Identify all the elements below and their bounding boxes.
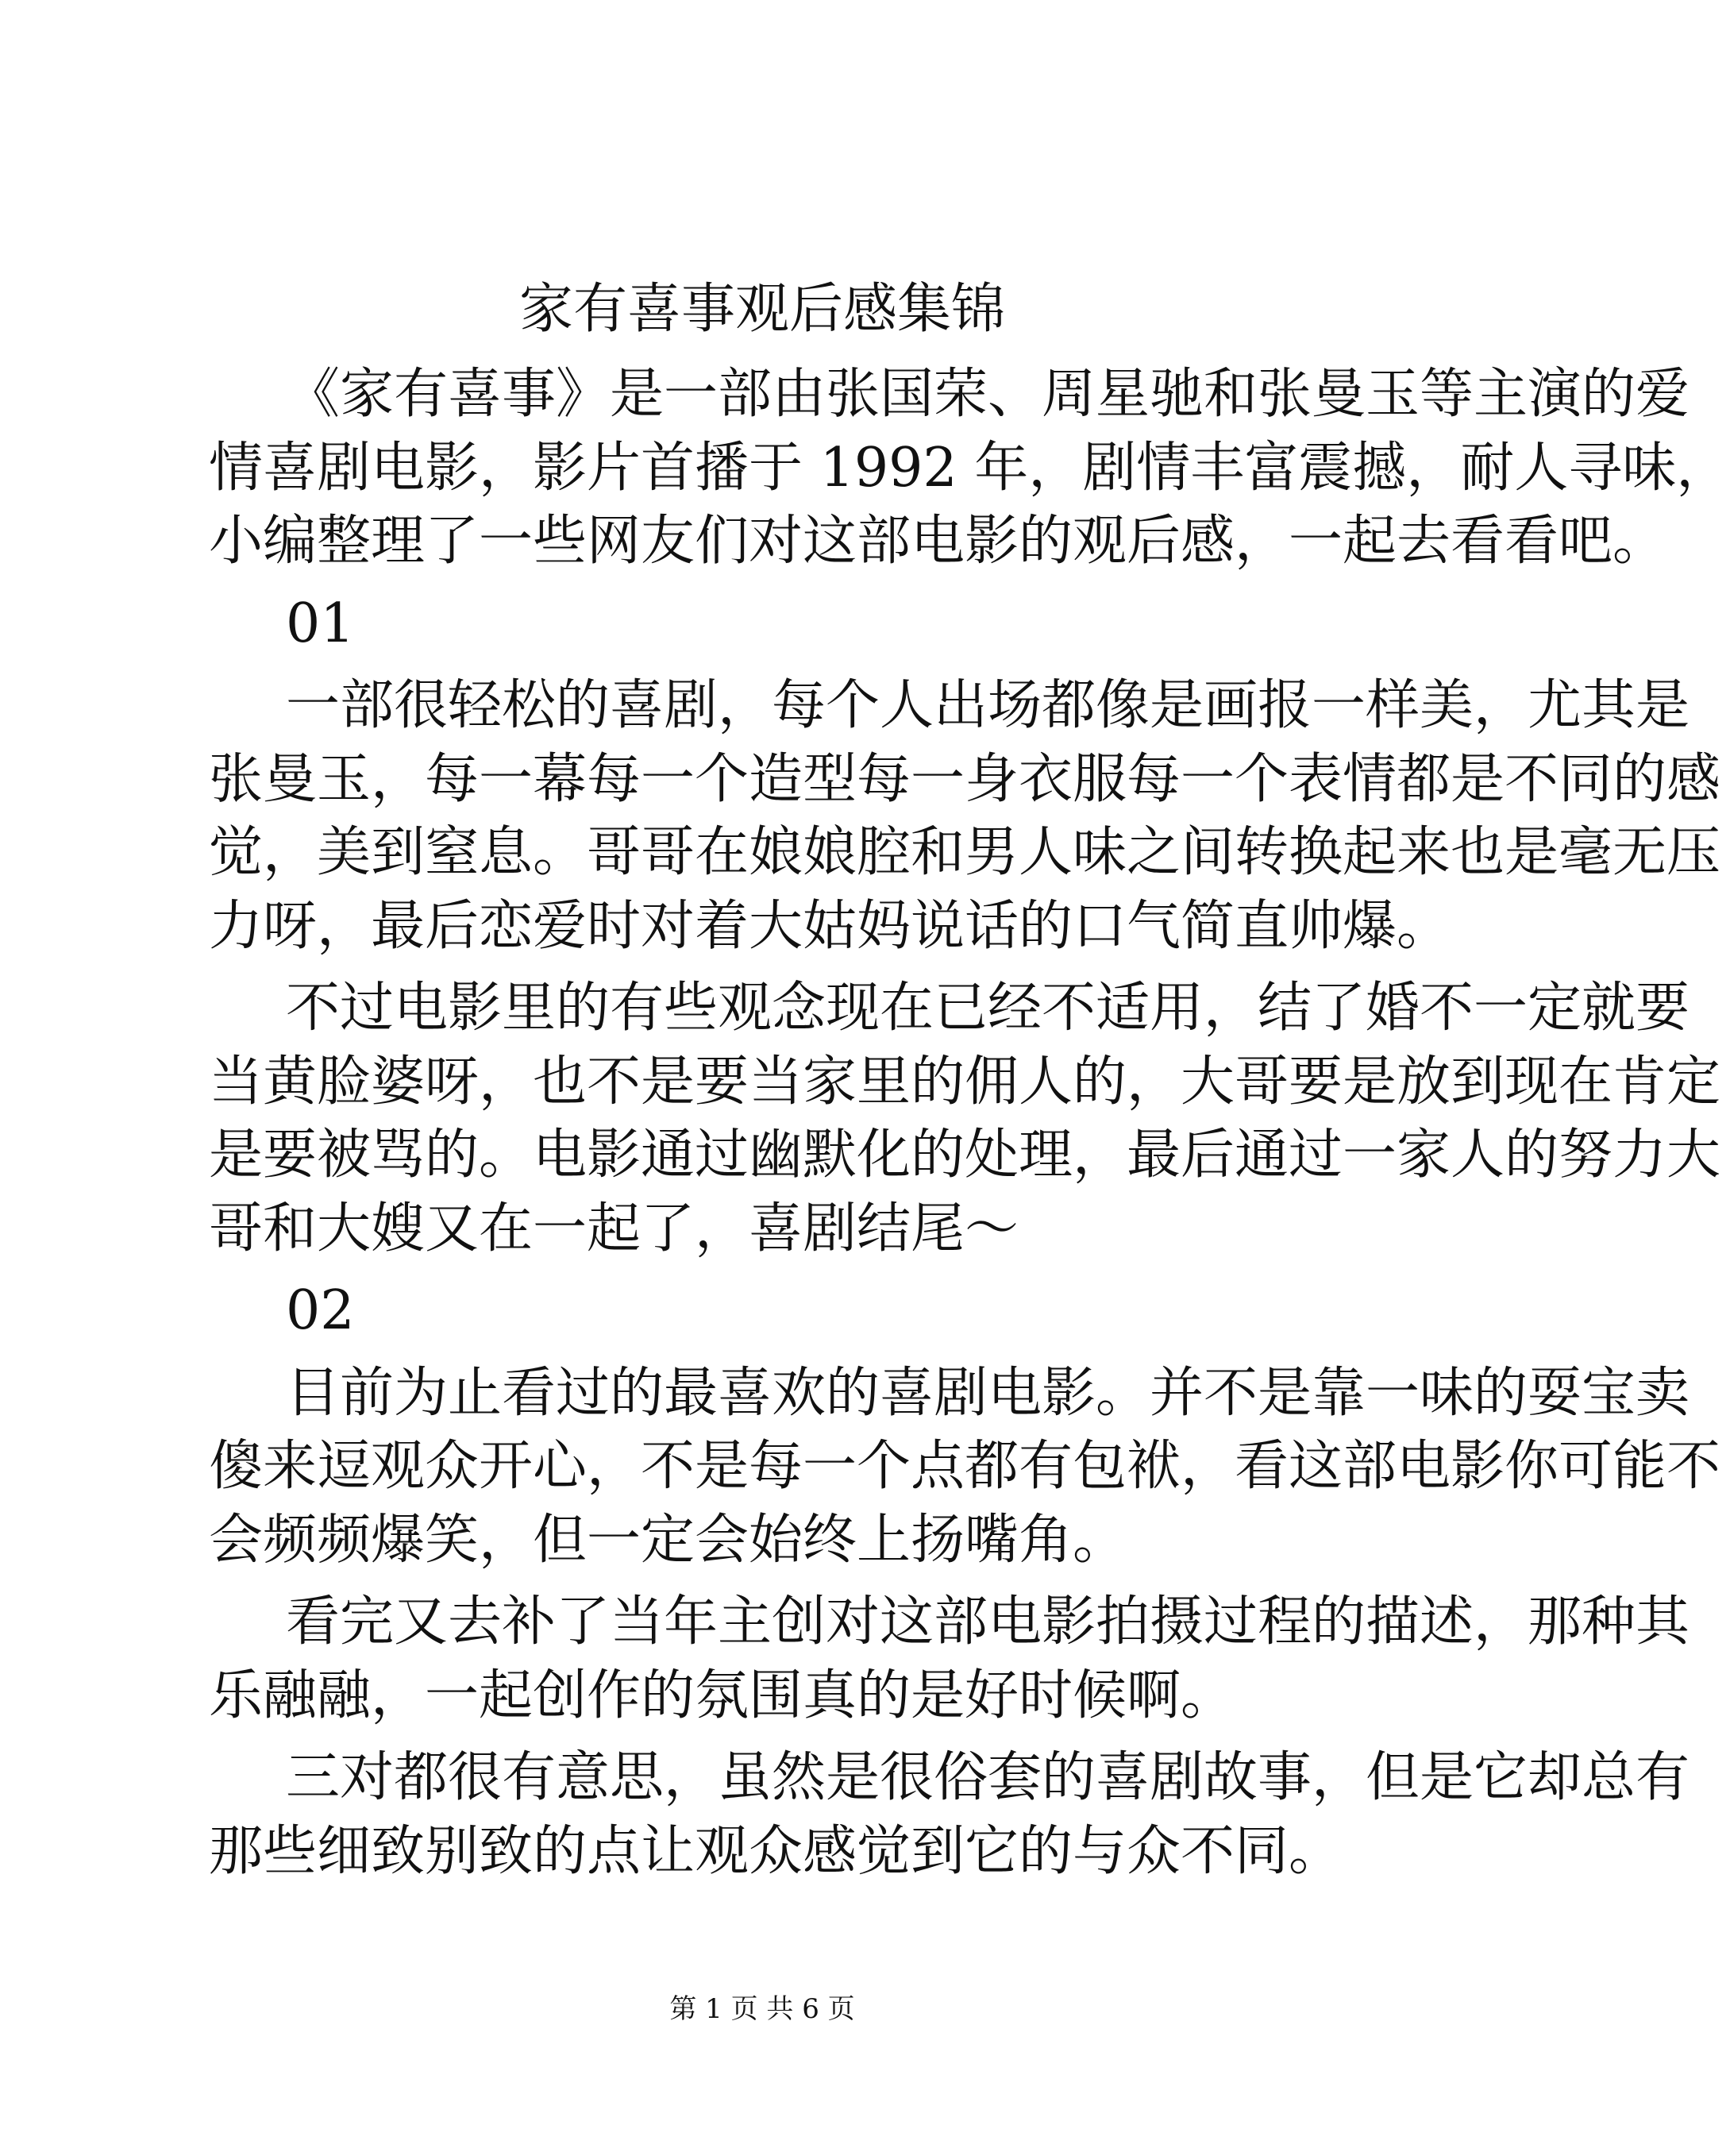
paragraph [209, 1275, 1332, 1348]
page-footer: 第 1 页 共 6 页 [669, 1993, 855, 2025]
text-line: 不过电影里的有些观念现在已经不适用，结了婚不一定就要 [286, 977, 1690, 1039]
paragraph [209, 1741, 1690, 1888]
text-line: 当黄脸婆呀，也不是要当家里的佣人的，大哥要是放到现在肯定 [209, 1050, 1721, 1113]
paragraph [209, 358, 1730, 579]
text-line: 看完又去补了当年主创对这部电影拍摄过程的描述，那种其 [286, 1591, 1690, 1653]
text-line: 目前为止看过的最喜欢的喜剧电影。并不是靠一味的耍宝卖 [286, 1361, 1690, 1425]
document-title: 家有喜事观后感集锦 [518, 278, 1005, 341]
text-line: 02 [286, 1279, 355, 1342]
paragraph [209, 1586, 1690, 1733]
text-line: 张曼玉，每一幕每一个造型每一身衣服每一个表情都是不同的感 [209, 747, 1721, 811]
paragraph [209, 669, 1721, 963]
text-line: 力呀，最后恋爱时对着大姑妈说话的口气简直帅爆。 [209, 894, 1451, 958]
paragraph [209, 972, 1721, 1266]
text-line: 三对都很有意思，虽然是很俗套的喜剧故事，但是它却总有 [286, 1746, 1690, 1809]
document-body [209, 358, 1730, 1897]
text-line: 哥和大嫂又在一起了，喜剧结尾～ [209, 1197, 1019, 1260]
text-line: 乐融融，一起创作的氛围真的是好时候啊。 [209, 1664, 1235, 1727]
text-line: 情喜剧电影，影片首播于 1992 年，剧情丰富震撼，耐人寻味， [209, 436, 1730, 499]
paragraph [209, 588, 1332, 661]
paragraph [209, 1357, 1721, 1578]
text-line: 小编整理了一些网友们对这部电影的观后感，一起去看看吧。 [209, 510, 1667, 573]
text-line: 觉，美到窒息。哥哥在娘娘腔和男人味之间转换起来也是毫无压 [209, 821, 1721, 884]
text-line: 那些细致别致的点让观众感觉到它的与众不同。 [209, 1819, 1343, 1883]
text-line: 《家有喜事》是一部由张国荣、周星驰和张曼玉等主演的爱 [286, 363, 1690, 426]
text-line: 一部很轻松的喜剧，每个人出场都像是画报一样美，尤其是 [286, 674, 1690, 737]
text-line: 会频频爆笑，但一定会始终上扬嘴角。 [209, 1508, 1127, 1572]
text-line: 01 [286, 592, 355, 655]
text-line: 是要被骂的。电影通过幽默化的处理，最后通过一家人的努力大 [209, 1124, 1721, 1186]
text-line: 傻来逗观众开心，不是每一个点都有包袱，看这部电影你可能不 [209, 1435, 1721, 1498]
